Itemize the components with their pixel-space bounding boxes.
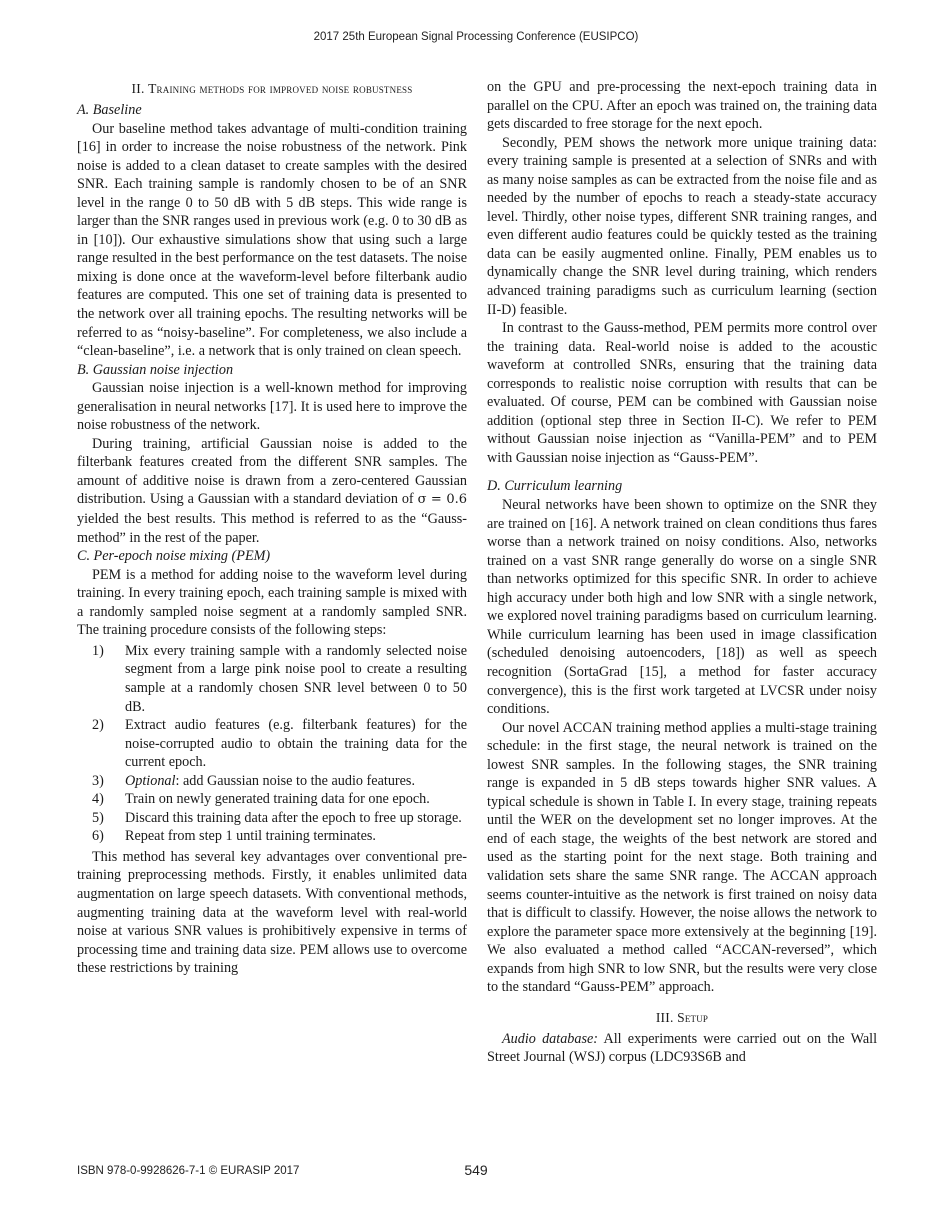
paragraph-curriculum-2: Our novel ACCAN training method applies a multi-stage training schedule: in the first stage, the neural network is trained on the lowest SNR samples. In the following stages, the SNR training range is expanded in 5 dB steps towards higher SNR values. A typical schedule is shown in Table I. In every stage, training repeats until the WER on the development set no longer improves. At the end of each stage, the weights of the best network are stored and used as the starting point for the next stage. Both training and validation sets share the same SNR range. The ACCAN approach seems counter-intuitive as the network is first trained on noisy data that is difficult to classify. However, the noise allows the network to explore the parameter space more extensively at the beginning [19]. We also evaluated a method called “ACCAN-reversed”, which expands from high SNR to low SNR, but the results were very close to the standard “Gauss-PEM” approach. [487,719,877,996]
section-heading-3 [487,1009,877,1027]
section-number: II. [131,81,145,96]
step-number: 2) [92,717,104,734]
section-number: III. [655,1009,674,1025]
section-title: Setup [677,1009,709,1025]
list-item [92,772,467,791]
paragraph-contrast: In contrast to the Gauss-method, PEM permits more control over the training data. Real-world noise is added to the acoustic waveform at controlled SNRs, ensuring that the training data corresponds to realistic noise corruption with results that can be evaluated. Of course, PEM can be combined with Gaussian noise addition (optional step three in Section II-C). We refer to PEM without Gaussian noise injection as “Vanilla-PEM” and to PEM with Gaussian noise injection as “Gauss-PEM”. [487,320,877,466]
paragraph-head: Audio database: [502,1030,599,1047]
list-item [92,827,467,846]
section-title: Training methods for improved noise robustness [148,81,413,96]
pem-steps-list [77,642,467,846]
paragraph-setup [487,1030,877,1067]
step-number: 1) [92,642,104,659]
math-sigma: σ = 0.6 [417,492,467,508]
paragraph-curriculum-1: Neural networks have been shown to optimize on the SNR they are trained on [16]. A network trained on clean conditions thus fares worse than a network trained on noisy conditions. Also, networks trained on a vast SNR range generally do worse on a single SNR than networks optimized for this specific SNR. In order to achieve high accuracy under both high and low SNR with a single network, we explored novel training paradigms based on curriculum learning. While curriculum learning has been used in image classification (scheduled denoising autoencoders, [18]) as well as speech recognition (SortaGrad [15], a method for faster accuracy convergence), this is the first work targeted at LVCSR under noisy conditions. [487,497,877,718]
step-italic: Optional [125,772,176,789]
paragraph-pem-1: PEM is a method for adding noise to the waveform level during training. In every training epoch, each training sample is mixed with a randomly sampled noise segment at a randomly sampled SNR. The training procedure consists of the following steps: [77,566,467,639]
paragraph-gaussian-2 [77,435,467,547]
step-text: Discard this training data after the epoch to free up storage. [125,809,462,826]
step-number: 3) [92,772,104,789]
section-heading-2 [77,80,467,98]
right-column [487,78,877,1067]
list-item [92,790,467,809]
subsection-heading-pem: C. Per-epoch noise mixing (PEM) [77,548,271,565]
step-text: : add Gaussian noise to the audio features. [175,772,415,789]
step-text: Train on newly generated training data for one epoch. [125,791,430,808]
paragraph-gaussian-1: Gaussian noise injection is a well-known method for improving generalisation in neural networks [17]. It is used here to improve the noise robustness of the network. [77,380,467,434]
text-span: All experiments were carried out on the Wall Street Journal (WSJ) corpus (LDC93S6B and [487,1030,878,1066]
subsection-heading-baseline: A. Baseline [77,102,142,118]
conference-header: 2017 25th European Signal Processing Conference (EUSIPCO) [313,31,639,43]
step-text: Extract audio features (e.g. filterbank features) for the noise-corrupted audio to obtain the training data for the current epoch. [125,717,467,771]
text-span: yielded the best results. This method is referred to as the “Gauss-method” in the rest of the paper. [77,511,467,546]
paragraph-baseline: Our baseline method takes advantage of multi-condition training [16] in order to increase the noise robustness of the network. Pink noise is added to a clean dataset to create samples with the desired SNR. Each training sample is randomly chosen to be of an SNR level in the range 0 to 50 dB with 5 dB steps. This wide range is larger than the SNR ranges used in previous work (e.g. 0 to 30 dB as in [10]). Our exhaustive simulations show that using such a large range resulted in the best performance on the test datasets. The noise mixing is done once at the waveform-level before filterbank audio features are computed. This one set of training data is presented to the network over all training epochs. The resulting networks will be referred to as “noisy-baseline”. For completeness, we also include a “clean-baseline”, i.e. a network that is only trained on clean speech. [77,120,467,360]
left-column [77,80,467,978]
paragraph-pem-2: This method has several key advantages over conventional pre-training preprocessing methods. Firstly, it enables unlimited data augmentation on large speech datasets. With conventional methods, augmenting training data at the waveform level with real-world noise at various SNR values is prohibitively expensive in terms of processing time and training data size. PEM allows use to overcome these restrictions by training [77,848,467,977]
step-number: 6) [92,828,104,845]
subsection-heading-curriculum: D. Curriculum learning [487,478,623,495]
paragraph-secondly: Secondly, PEM shows the network more unique training data: every training sample is presented at a selection of SNRs and with as many noise samples as can be extracted from the noise file and as needed by the number of epochs to reach a steady-state accuracy level. Thirdly, other noise types, different SNR training ranges, and even different audio features could be quickly tested as the training data can be easily augmented online. Finally, PEM enables us to dynamically change the SNR level during training, which renders advanced training paradigms such as curriculum learning (section II-D) feasible. [487,134,877,318]
list-item [92,642,467,716]
page-number: 549 [464,1162,488,1178]
step-text: Mix every training sample with a randomly selected noise segment from a large pink noise pool to create a resulting sample at a randomly chosen SNR level between 0 to 50 dB. [125,642,467,715]
list-item [92,716,467,772]
paragraph-continued: on the GPU and pre-processing the next-epoch training data in parallel on the CPU. After an epoch was trained on, the training data gets discarded to free storage for the next epoch. [487,79,877,133]
text-span: During training, artificial Gaussian noise is added to the filterbank features created from the different SNR samples. The amount of additive noise is drawn from a zero-centered Gaussian distribution. Using a Gaussian with a standard deviation of [77,435,467,508]
step-text: Repeat from step 1 until training terminates. [125,828,376,845]
step-number: 5) [92,809,104,826]
subsection-heading-gaussian: B. Gaussian noise injection [77,361,234,378]
step-number: 4) [92,791,104,808]
isbn-footer: ISBN 978-0-9928626-7-1 © EURASIP 2017 [77,1165,300,1177]
list-item [92,809,467,828]
